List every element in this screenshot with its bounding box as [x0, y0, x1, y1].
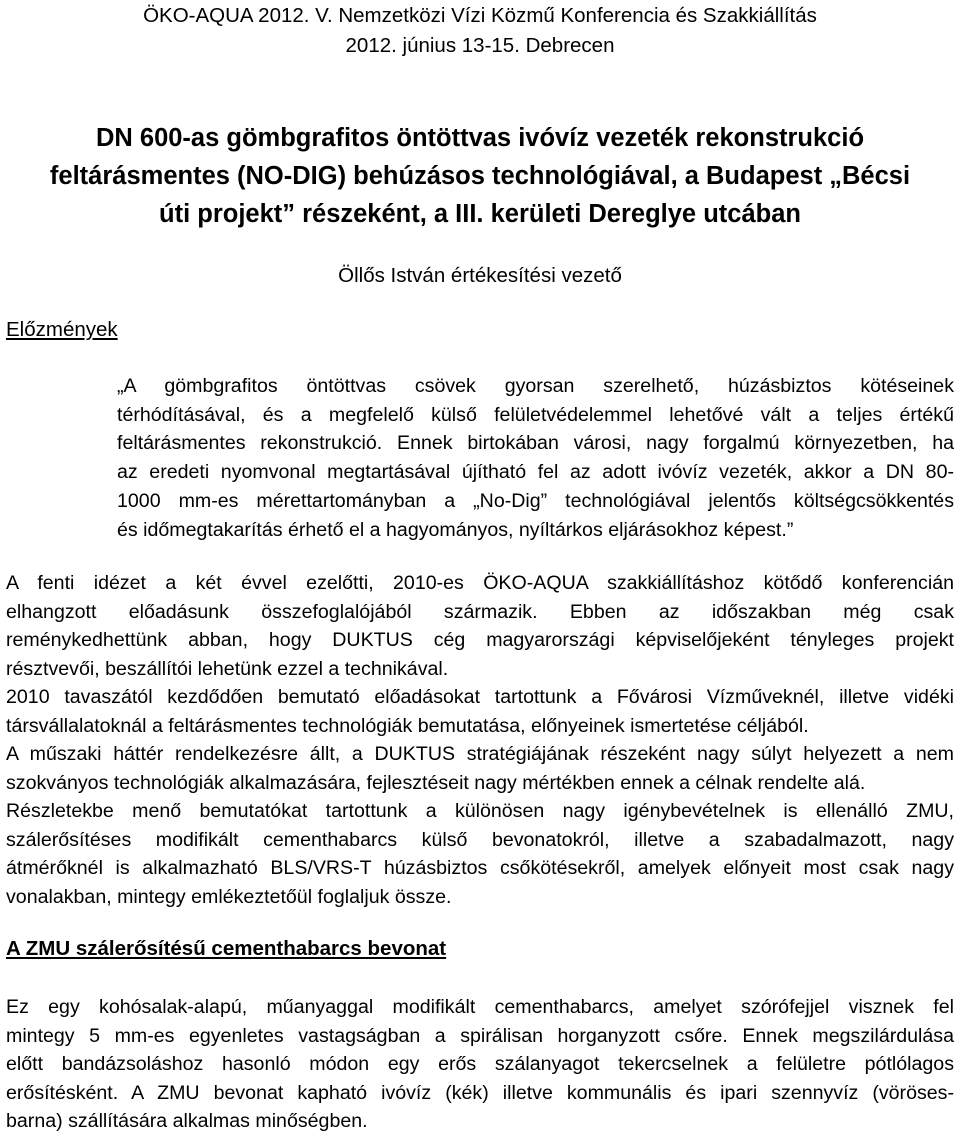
paragraph-line: erősítésként. A ZMU bevonat kapható ivóvíz (kék) illetve kommunális és ipari szennyvíz (vöröses-	[6, 1081, 954, 1104]
paragraph-zmu-description	[6, 993, 954, 1136]
paragraph-line: társvállalatoknál a feltárásmentes technológiák bemutatása, előnyeinek ismertetése céljából.	[6, 714, 809, 737]
section-heading-zmu-coating: A ZMU szálerősítésű cementhabarcs bevonat	[6, 937, 447, 960]
paragraph-line: reménykedhettünk abban, hogy DUKTUS cég magyarországi képviselőjeként tényleges projekt	[6, 629, 954, 651]
paragraph-intro	[6, 569, 954, 683]
paragraph-line: Részletekbe menő bemutatókat tartottunk a különösen nagy igénybevételnek is ellenálló ZMU,	[6, 800, 954, 822]
paragraph-line: A fenti idézet a két évvel ezelőtti, 2010-es ÖKO-AQUA szakkiállításhoz kötődő konferencián	[6, 572, 954, 594]
paragraph-line: barna) szállítására alkalmas minőségben.	[6, 1110, 368, 1132]
title-line: DN 600-as gömbgrafitos öntöttvas ivóvíz vezeték rekonstrukció	[95, 124, 865, 152]
paragraph-line: vonalakban, mintegy emlékeztetőül foglaljuk össze.	[6, 885, 452, 908]
paragraph-demonstrations	[6, 797, 954, 911]
paragraph-line: Ez egy kohósalak-alapú, műanyaggal modifikált cementhabarcs, amelyet szórófejjel visznek fel	[6, 996, 954, 1018]
author-line: Öllős István értékesítési vezető	[338, 264, 622, 287]
quote-line: feltárásmentes rekonstrukció. Ennek birtokában városi, nagy forgalmú környezetben, ha	[117, 432, 954, 455]
paragraph-presentations	[6, 683, 954, 740]
conference-header: ÖKO-AQUA 2012. V. Nemzetközi Vízi Közmű Konferencia és Szakkiállítás	[143, 4, 817, 27]
title-line: úti projekt” részeként, a III. kerületi Dereglye utcában	[159, 200, 801, 228]
paragraph-technical-background	[6, 740, 954, 797]
paragraph-line: 2010 tavaszától kezdődően bemutató előadásokat tartottunk a Fővárosi Vízműveknél, illetve vidéki	[6, 686, 954, 708]
paragraph-line: szokványos technológiák alkalmazására, fejlesztéseit nagy mértékben ennek a célnak rendelte alá.	[6, 771, 866, 794]
paragraph-line: elhangzott előadásunk összefoglalójából származik. Ebben az időszakban még csak	[6, 600, 954, 623]
paragraph-line: résztvevői, beszállítói lehetünk ezzel a technikával.	[6, 657, 449, 680]
quote-line: az eredeti nyomvonal megtartásával újítható fel az adott ivóvíz vezeték, akkor a DN 80-	[117, 461, 954, 484]
quotation-block	[117, 372, 954, 544]
title-line: feltárásmentes (NO-DIG) behúzásos technológiával, a Budapest „Bécsi	[49, 162, 911, 190]
document-title	[0, 119, 960, 233]
paragraph-line: A műszaki háttér rendelkezésre állt, a DUKTUS stratégiájának részeként nagy súlyt helyezett a nem	[6, 743, 954, 765]
paragraph-line: szálerősítéses modifikált cementhabarcs külső bevonatokról, illetve a szabadalmazott, nagy	[6, 828, 954, 851]
quote-line: „A gömbgrafitos öntöttvas csövek gyorsan szerelhető, húzásbiztos kötéseinek	[117, 375, 954, 397]
conference-date-location: 2012. június 13-15. Debrecen	[345, 34, 615, 57]
paragraph-line: átmérőknél is alkalmazható BLS/VRS-T húzásbiztos csőkötésekről, amelyek előnyeit most csak nagy	[6, 857, 954, 879]
quote-line: térhódításával, és a megfelelő külső felületvédelemmel lehetővé vált a teljes értékű	[117, 403, 954, 426]
paragraph-line: mintegy 5 mm-es egyenletes vastagságban a spirálisan horganyzott csőre. Ennek megszilárdulása	[6, 1024, 954, 1047]
section-heading-background: Előzmények	[6, 318, 118, 341]
quote-line: 1000 mm-es mérettartományban a „No-Dig” technológiával jelentős költségcsökkentés	[117, 489, 954, 512]
paragraph-line: előtt bandázsoláshoz hasonló módon egy erős szálanyagot tekercselnek a felületre pótlólagos	[6, 1053, 954, 1075]
quote-line: és időmegtakarítás érhető el a hagyományos, nyíltárkos eljárásokhoz képest.”	[117, 518, 794, 541]
